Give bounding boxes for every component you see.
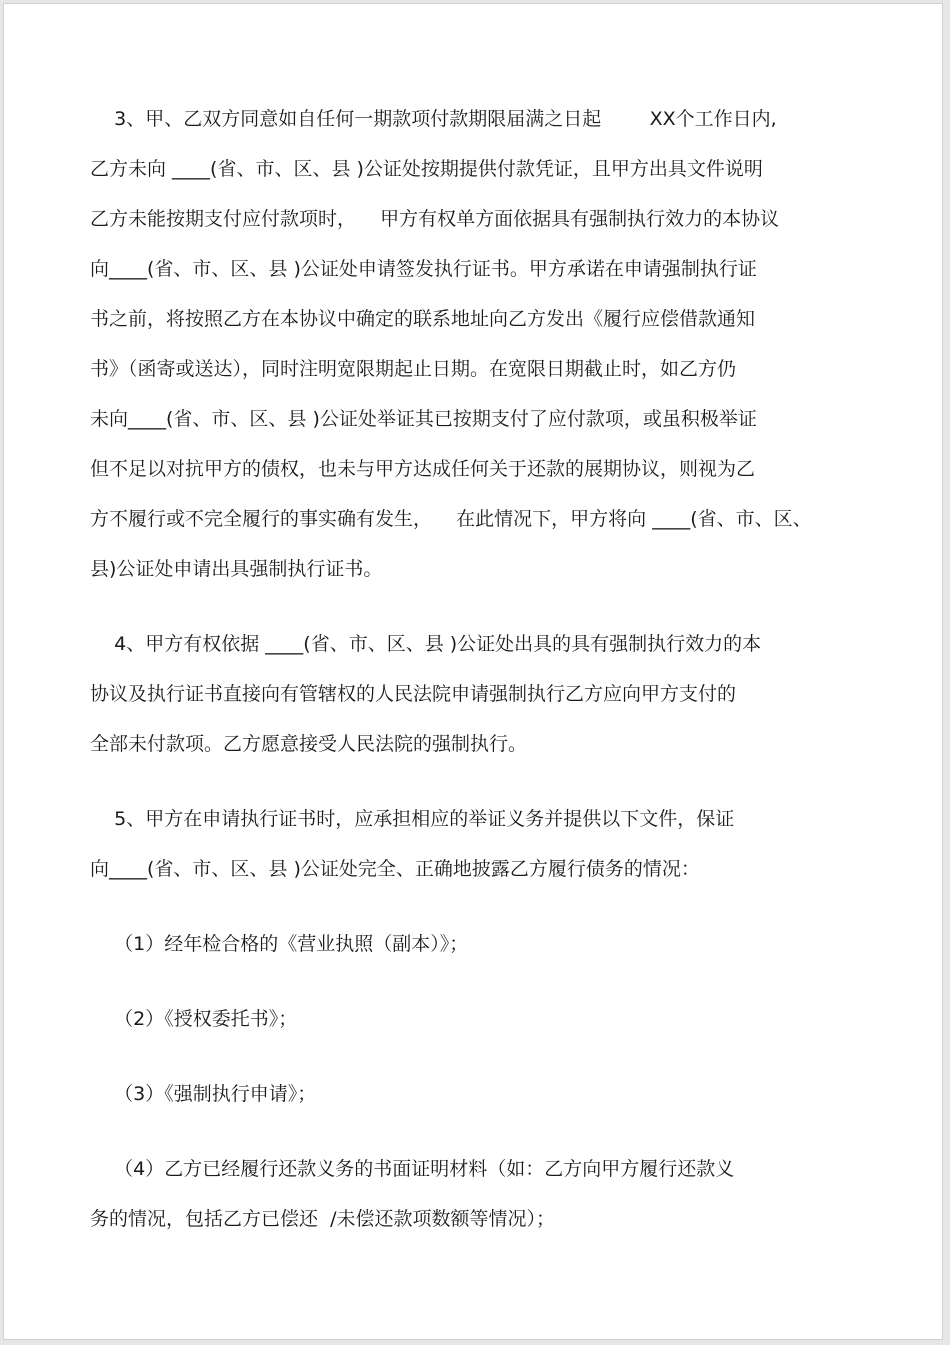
text-line: （4）乙方已经履行还款义务的书面证明材料（如：乙方向甲方履行还款义 [90, 1158, 735, 1180]
text-line: 协议及执行证书直接向有管辖权的人民法院申请强制执行乙方应向甲方支付的 [90, 683, 737, 705]
text-line: 务的情况，包括乙方已偿还 /未偿还款项数额等情况）； [90, 1208, 555, 1230]
text-line: 向____(省、市、区、县 )公证处申请签发执行证书。甲方承诺在申请强制执行证 [90, 258, 757, 280]
text-line: 县)公证处申请出具强制执行证书。 [90, 558, 383, 580]
text-line: 向____(省、市、区、县 )公证处完全、正确地披露乙方履行债务的情况： [90, 858, 700, 880]
text-line: 方不履行或不完全履行的事实确有发生， 在此情况下，甲方将向 ____(省、市、区、 [90, 508, 812, 530]
text-line: 书》（函寄或送达），同时注明宽限期起止日期。在宽限日期截止时，如乙方仍 [90, 358, 737, 380]
document-page [3, 3, 943, 1340]
text-line: （1）经年检合格的《营业执照（副本）》； [90, 933, 469, 955]
text-line: 3、甲、乙双方同意如自任何一期款项付款期限届满之日起 XX个工作日内, [90, 108, 777, 130]
text-line: 全部未付款项。乙方愿意接受人民法院的强制执行。 [90, 733, 528, 755]
text-line: 乙方未能按期支付应付款项时， 甲方有权单方面依据具有强制执行效力的本协议 [90, 208, 780, 230]
text-line: （3）《强制执行申请》； [90, 1083, 317, 1105]
text-line: 5、甲方在申请执行证书时，应承担相应的举证义务并提供以下文件，保证 [90, 808, 735, 830]
text-line: （2）《授权委托书》； [90, 1008, 298, 1030]
text-line: 乙方未向 ____(省、市、区、县 )公证处按期提供付款凭证，且甲方出具文件说明 [90, 158, 763, 180]
text-line: 书之前，将按照乙方在本协议中确定的联系地址向乙方发出《履行应偿借款通知 [90, 308, 756, 330]
text-line: 4、甲方有权依据 ____(省、市、区、县 )公证处出具的具有强制执行效力的本 [90, 633, 762, 655]
text-line: 但不足以对抗甲方的债权，也未与甲方达成任何关于还款的展期协议，则视为乙 [90, 458, 756, 480]
text-line: 未向____(省、市、区、县 )公证处举证其已按期支付了应付款项，或虽积极举证 [90, 408, 757, 430]
